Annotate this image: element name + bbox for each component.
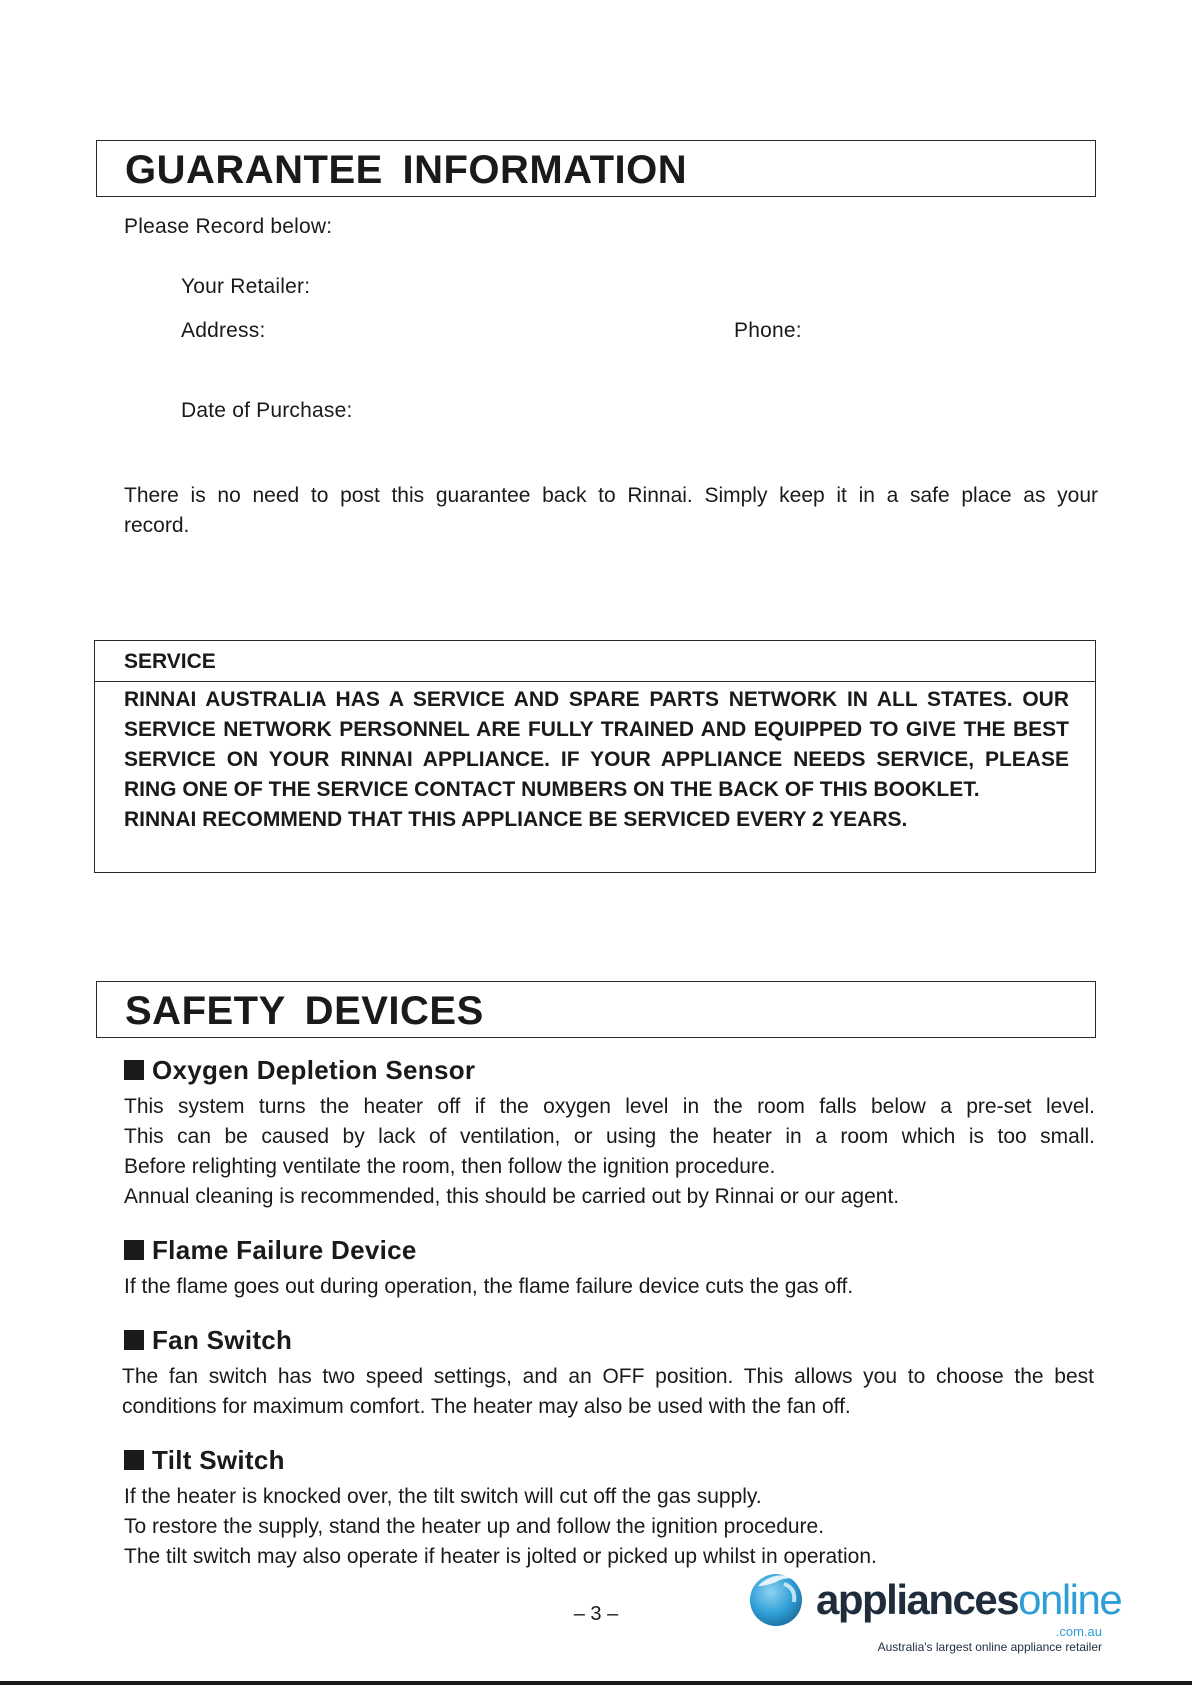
scan-bottom-edge xyxy=(0,1681,1192,1685)
logo-domain: .com.au xyxy=(1055,1624,1102,1639)
oxygen-sensor-text xyxy=(124,1092,1095,1212)
bullet-square-icon xyxy=(124,1060,144,1080)
service-body xyxy=(124,685,1069,835)
guarantee-heading-box xyxy=(96,140,1096,197)
service-title: SERVICE xyxy=(124,650,216,673)
service-body-text: RINNAI AUSTRALIA HAS A SERVICE AND SPARE PARTS NETWORK IN ALL STATES. OUR SERVICE NETWORK PERSONNEL ARE FULLY TRAINED AND EQUIPPED TO GIVE THE BEST SERVICE ON YOUR RINNAI APPLIANCE. IF YOUR APPLIANCE NEEDS SERVICE, PLEASE RING ONE OF THE SERVICE CONTACT NUMBERS ON THE BACK OF THIS BOOKLET. xyxy=(124,688,1069,801)
guarantee-note-line-1: There is no need to post this guarantee back to Rinnai. Simply keep it in a safe place as your xyxy=(124,484,1098,507)
retailer-label: Your Retailer: xyxy=(181,275,311,298)
phone-label: Phone: xyxy=(734,319,802,342)
logo-word-bold: appliances xyxy=(816,1576,1019,1623)
flame-failure-title-text: Flame Failure Device xyxy=(152,1235,417,1265)
fan-switch-text xyxy=(122,1362,1094,1422)
oxygen-sensor-line-2: This can be caused by lack of ventilation, or using the heater in a room which is too small. xyxy=(124,1125,1095,1148)
flame-failure-title xyxy=(124,1235,417,1266)
guarantee-note xyxy=(124,481,1098,541)
safety-heading: SAFETY DEVICES xyxy=(125,989,484,1033)
fan-switch-title xyxy=(124,1325,292,1356)
oxygen-sensor-line-4: Annual cleaning is recommended, this should be carried out by Rinnai or our agent. xyxy=(124,1185,900,1208)
bullet-square-icon xyxy=(124,1330,144,1350)
tilt-switch-line-3: The tilt switch may also operate if heater is jolted or picked up whilst in operation. xyxy=(124,1545,877,1568)
oxygen-sensor-title-text: Oxygen Depletion Sensor xyxy=(152,1055,476,1085)
logo-swirl-icon xyxy=(746,1566,810,1630)
bullet-square-icon xyxy=(124,1240,144,1260)
safety-heading-box xyxy=(96,981,1096,1038)
tilt-switch-title-text: Tilt Switch xyxy=(152,1445,285,1475)
bullet-square-icon xyxy=(124,1450,144,1470)
service-recommend-text: RINNAI RECOMMEND THAT THIS APPLIANCE BE SERVICED EVERY 2 YEARS. xyxy=(124,808,908,831)
guarantee-note-line-2: record. xyxy=(124,514,190,537)
logo-word-light: online xyxy=(1018,1576,1122,1623)
flame-failure-text xyxy=(124,1272,1102,1302)
flame-failure-line-1: If the flame goes out during operation, the flame failure device cuts the gas off. xyxy=(124,1275,854,1298)
tilt-switch-text xyxy=(124,1482,1102,1572)
guarantee-intro: Please Record below: xyxy=(124,215,333,238)
tilt-switch-line-2: To restore the supply, stand the heater up and follow the ignition procedure. xyxy=(124,1515,825,1538)
appliances-online-logo xyxy=(746,1562,1122,1654)
date-of-purchase-label: Date of Purchase: xyxy=(181,399,353,422)
oxygen-sensor-line-3: Before relighting ventilate the room, then follow the ignition procedure. xyxy=(124,1155,776,1178)
guarantee-heading: GUARANTEE INFORMATION xyxy=(125,148,688,192)
address-label: Address: xyxy=(181,319,266,342)
tilt-switch-line-1: If the heater is knocked over, the tilt switch will cut off the gas supply. xyxy=(124,1485,762,1508)
logo-wordmark xyxy=(816,1576,1121,1624)
service-box xyxy=(94,640,1096,873)
fan-switch-title-text: Fan Switch xyxy=(152,1325,293,1355)
oxygen-sensor-line-1: This system turns the heater off if the oxygen level in the room falls below a pre-set level. xyxy=(124,1095,1095,1118)
logo-tagline: Australia's largest online appliance retailer xyxy=(877,1640,1102,1654)
tilt-switch-title xyxy=(124,1445,285,1476)
oxygen-sensor-title xyxy=(124,1055,475,1086)
page-number: – 3 – xyxy=(573,1603,619,1625)
service-divider xyxy=(95,681,1095,682)
fan-switch-line-1: The fan switch has two speed settings, and an OFF position. This allows you to choose the best xyxy=(122,1365,1094,1388)
fan-switch-line-2: conditions for maximum comfort. The heater may also be used with the fan off. xyxy=(122,1395,851,1418)
